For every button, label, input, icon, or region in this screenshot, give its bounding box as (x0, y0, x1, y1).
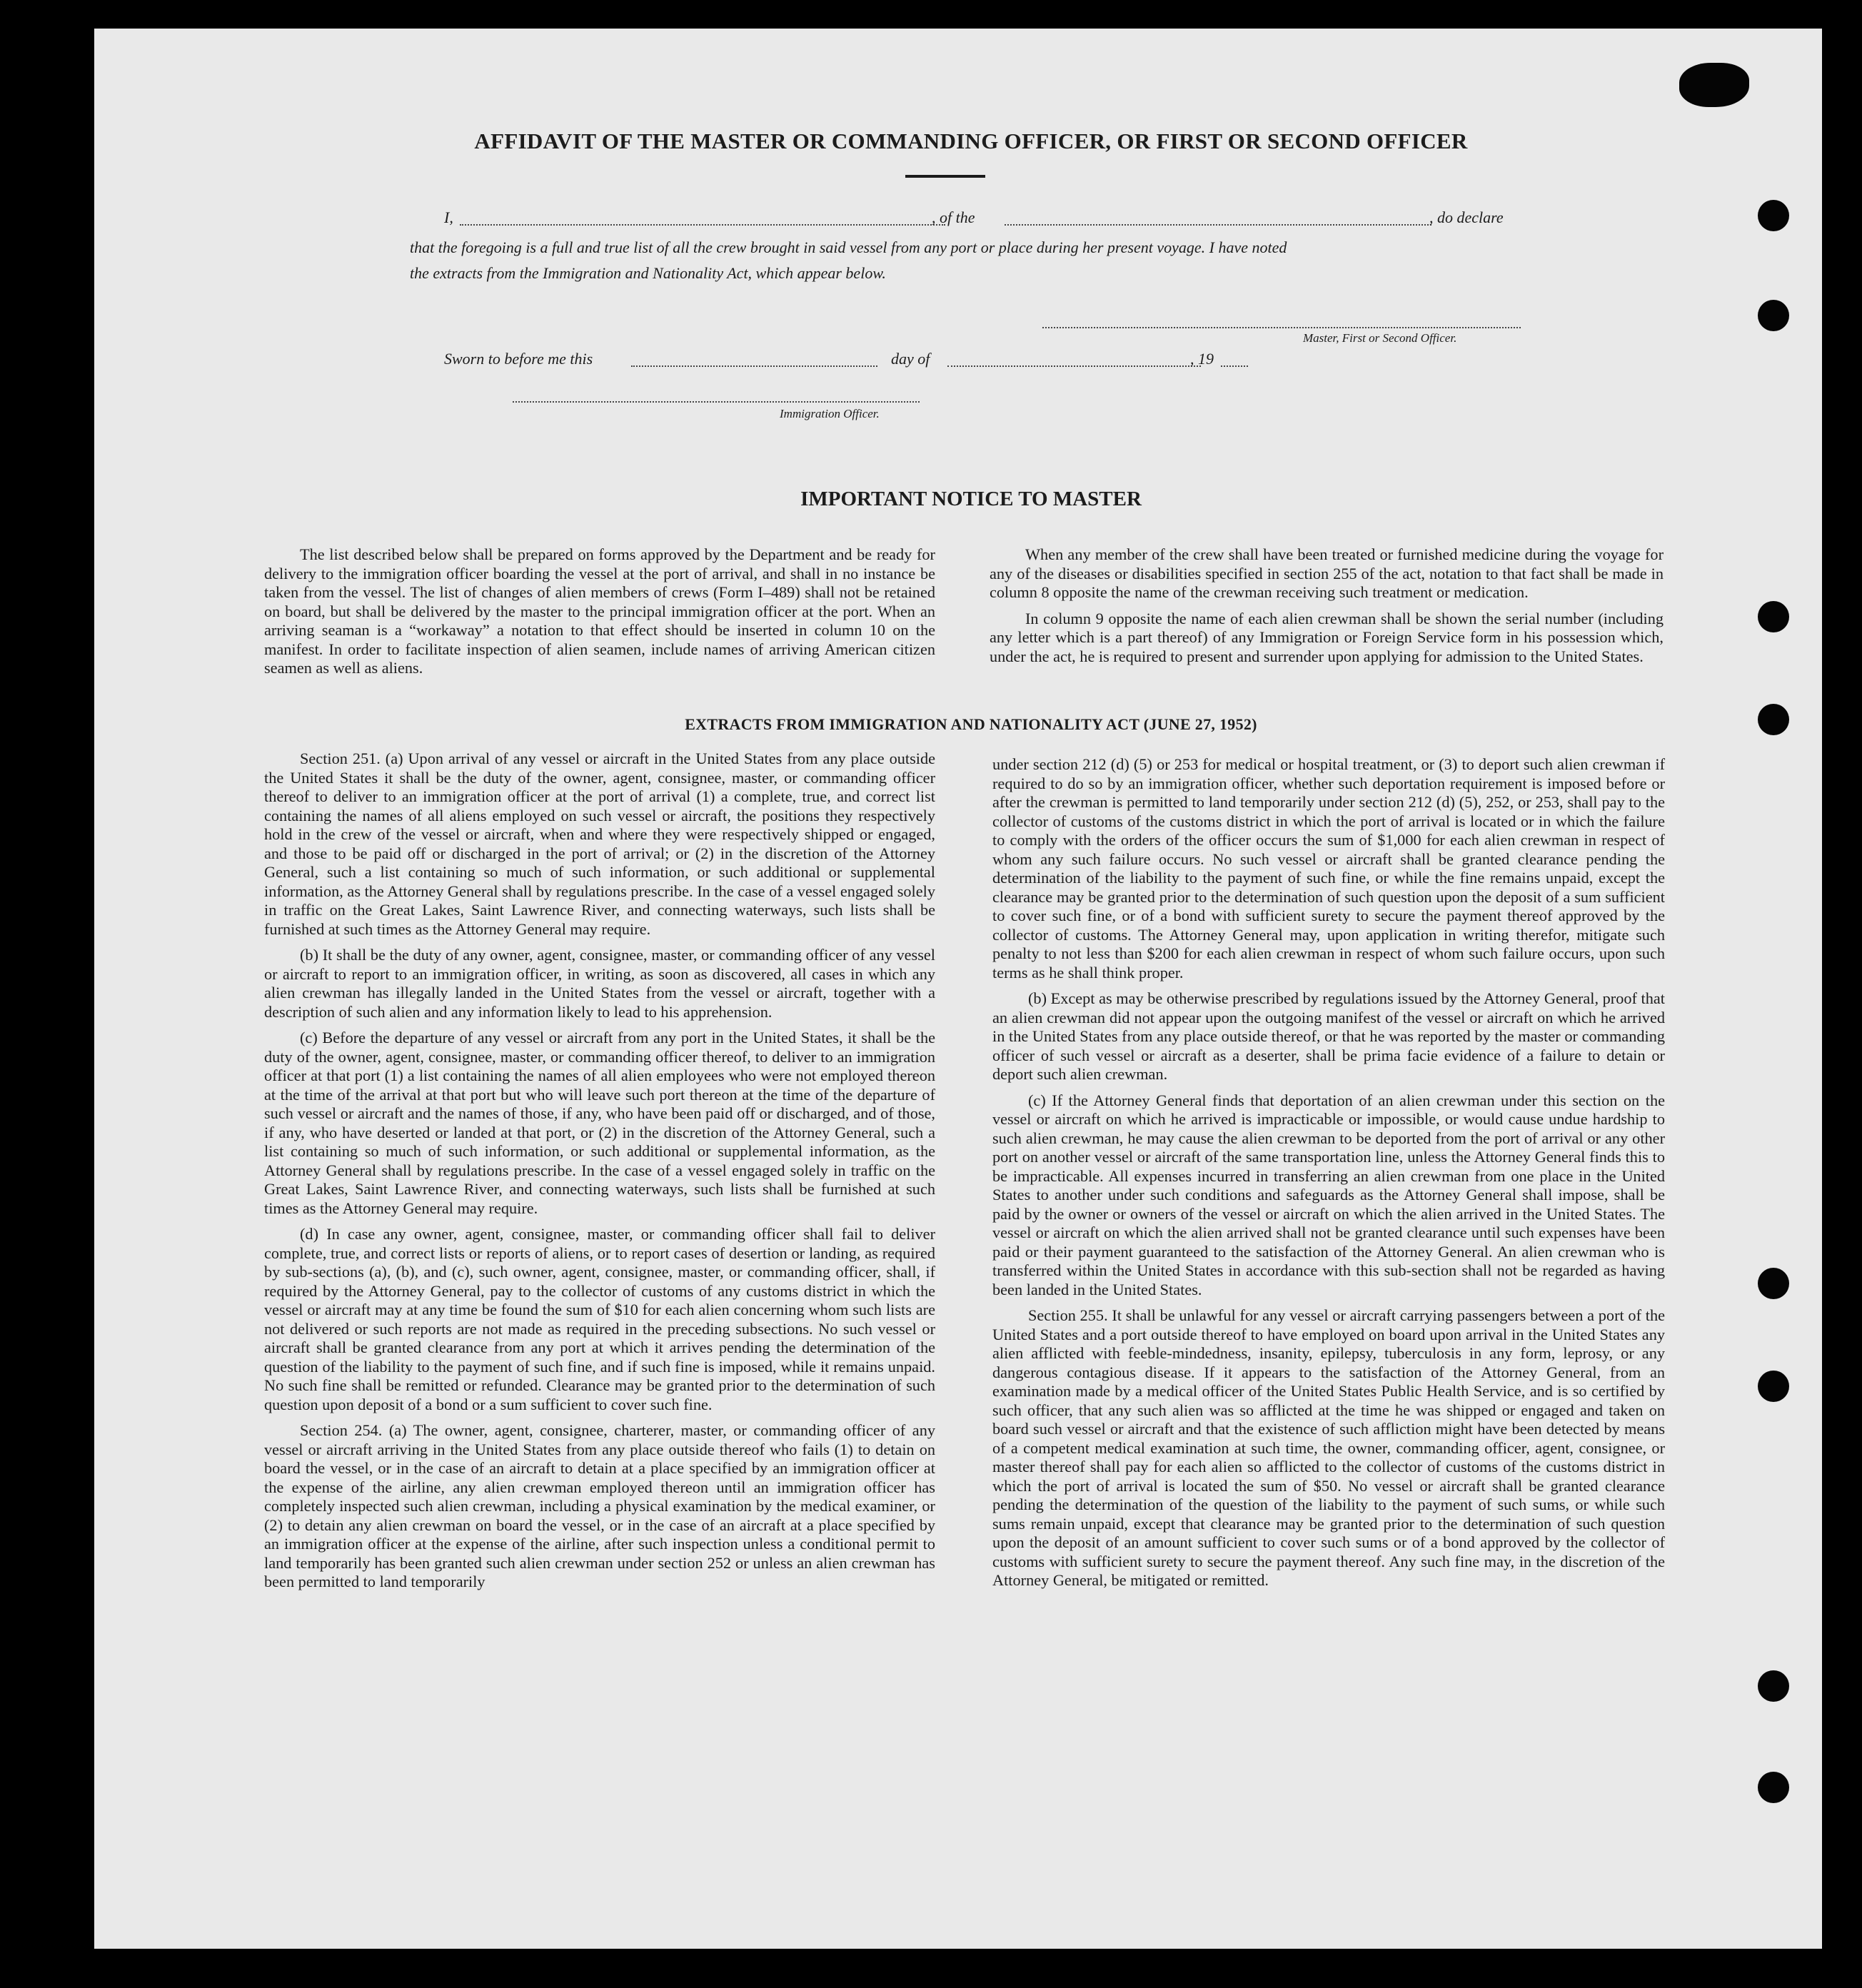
sworn-year: , 19 (1190, 350, 1214, 368)
section-251-b: (b) It shall be the duty of any owner, agent, consignee, master, or commanding officer of any vessel or aircraft to report to an immigration officer, in writing, as soon as discovered, all cases in which any alien crewman has illegally landed in the United States from the vessel or aircraft, together with a description of such alien and any information likely to lead to his apprehension. (264, 946, 935, 1021)
section-251-c: (c) Before the departure of any vessel or aircraft from any port in the United States, it shall be the duty of the owner, agent, consignee, master, or commanding officer thereof, to deliver to an immigration officer at that port (1) a list containing the names of all alien employees who were not employed thereon at the time of the arrival at that port but who will leave such port thereon at the time of the departure of such vessel or aircraft and the names of those, if any, who have been paid off or discharged, and of those, if any, who have deserted or landed at that port, or (2) in the discretion of the Attorney General, such a list containing so much of such information, or such additional or supplemental information, as the Attorney General shall by regulations prescribe. In the case of a vessel engaged solely in traffic on the Great Lakes, Saint Lawrence River, and connecting waterways, such lists shall be furnished at such times as the Attorney General may require. (264, 1029, 935, 1217)
section-254-a: Section 254. (a) The owner, agent, consignee, charterer, master, or commanding officer of any vessel or aircraft arriving in the United States from any place outside thereof who fails (1) to detain on board the vessel, or in the case of an aircraft to detain at a place specified by an immigration officer at the expense of the airline, any alien crewman employed thereon until an immigration officer has completely inspected such alien crewman, including a physical examination by the medical examiner, or (2) to detain any alien crewman on board the vessel, or in the case of an aircraft at a place specified by an immigration officer at the expense of the airline, after such inspection unless a conditional permit to land temporarily has been granted such alien crewman under section 252 or unless an alien crewman has been permitted to land temporarily (264, 1421, 935, 1590)
section-251-a: Section 251. (a) Upon arrival of any vessel or aircraft in the United States from any place outside the United States it shall be the duty of the owner, agent, consignee, master, or commanding officer thereof to deliver to an immigration officer at the port of arrival (1) a complete, true, and correct list containing the names of all aliens employed on such vessel or aircraft, the positions they respectively hold in the crew of the vessel or aircraft, when and where they were respectively shipped or engaged, and those to be paid off or discharged in the port of arrival; or (2) in the discretion of the Attorney General, such a list containing so much of such information, or such additional or supplemental information, as the Attorney General shall by regulations prescribe. In the case of a vessel engaged solely in traffic on the Great Lakes, Saint Lawrence River, and connecting waterways, such lists shall be furnished at such times as the Attorney General may require. (264, 750, 935, 938)
punch-hole (1758, 704, 1789, 735)
sworn-month-field[interactable] (947, 350, 1201, 367)
punch-hole (1758, 200, 1789, 231)
punch-hole (1758, 300, 1789, 331)
vessel-field[interactable] (1005, 208, 1431, 226)
sworn-prefix: Sworn to before me this (444, 350, 593, 368)
affidavit-title: AFFIDAVIT OF THE MASTER OR COMMANDING OFFICER, OR FIRST OR SECOND OFFICER (474, 128, 1468, 153)
sworn-day-of: day of (891, 350, 930, 368)
declaration-line (444, 208, 1519, 230)
section-254-c: (c) If the Attorney General finds that deportation of an alien crewman under this section on the vessel or aircraft on which he arrived is impracticable or impossible, or would cause undue hardship to such alien crewman, he may cause the alien crewman to be deported from the port of arrival or any other port on another vessel or aircraft of the same transportation line, unless the Attorney General finds this to be impracticable. All expenses incurred in transferring an alien crewman from one place in the United States to another under such conditions and safeguards as the Attorney General shall impose, shall be paid by the owner or owners of the vessel or aircraft on which the alien arrived in the United States. The vessel or aircraft on which the alien arrived shall not be granted clearance until such expenses have been paid or their payment guaranteed to the satisfaction of the Attorney General. An alien crewman who is transferred within the United States in accordance with this sub-section shall not be regarded as having been landed in the United States. (992, 1091, 1665, 1298)
sworn-line (444, 350, 1265, 371)
notice-title: IMPORTANT NOTICE TO MASTER (800, 488, 1142, 510)
sworn-day-field[interactable] (631, 350, 877, 367)
section-254-b: (b) Except as may be otherwise prescribed by regulations issued by the Attorney General, proof that an alien crewman did not appear upon the outgoing manifest of the vessel or aircraft on which he arrived in the United States from any place outside thereof, or that he was reported by the master or commanding officer of such vessel or aircraft as a deserter, shall be prima facie evidence of a failure to detain or deport such alien crewman. (992, 989, 1665, 1083)
name-field[interactable] (460, 208, 945, 226)
extracts-title: EXTRACTS FROM IMMIGRATION AND NATIONALITY ACT (JUNE 27, 1952) (685, 715, 1257, 733)
notice-right-paragraph-2: In column 9 opposite the name of each alien crewman shall be shown the serial number (including any letter which is a part thereof) of any Immigration or Foreign Service form in his possession which, under the act, he is required to present and surrender upon applying for admission to the United States. (990, 609, 1664, 665)
punch-hole (1758, 1670, 1789, 1702)
title-rule (905, 175, 985, 178)
section-251-d: (d) In case any owner, agent, consignee, master, or commanding officer shall fail to deliver complete, true, and correct lists or reports of aliens, or to report cases of desertion or landing, as required by sub-sections (a), (b), and (c), such owner, agent, consignee, master, or commanding officer, shall, if required by the Attorney General, pay to the collector of customs of any customs district in which the vessel or aircraft may at any time be found the sum of $10 for each alien concerning whom such lists are not delivered or such reports are not made as required in the preceding subsections. No such vessel or aircraft shall be granted clearance from any port at which it arrives pending the determination of the question of the liability to the payment of such fine, and if such fine is imposed, while it remains unpaid. No such fine shall be remitted or refunded. Clearance may be granted prior to the determination of such question upon deposit of a bond or a sum sufficient to cover such fine. (264, 1225, 935, 1413)
punch-hole (1758, 601, 1789, 632)
section-255: Section 255. It shall be unlawful for any vessel or aircraft carrying passengers between a port of the United States and a port outside thereof to have employed on board upon arrival in the United States any alien afflicted with feeble-mindedness, insanity, epilepsy, tuberculosis in any form, leprosy, or any dangerous contagious disease. If it appears to the satisfaction of the Attorney General, from an examination made by a medical officer of the United States Public Health Service, and is so certified by such officer, that any such alien was so afflicted at the time he was shipped or engaged and taken on board such vessel or aircraft and that the existence of such affliction might have been detected by means of a competent medical examination at such time, the owner, commanding officer, agent, consignee, or master thereof shall pay for each alien so afflicted to the collector of customs of the customs district in which the port of arrival is located the sum of $50. No vessel or aircraft shall be granted clearance pending the determination of the question of the liability to the payment of such sums, or while such sums remain unpaid, except that clearance may be granted prior to the determination of such question upon the deposit of an amount sufficient to cover such sums or of a bond approved by the collector of customs with sufficient surety to secure the payment thereof. Any such fine may, in the discretion of the Attorney General, be mitigated or remitted. (992, 1306, 1665, 1589)
notice-left-paragraph: The list described below shall be prepared on forms approved by the Department and be ready for delivery to the immigration officer boarding the vessel at the port of arrival, and shall in no instance be taken from the vessel. The list of changes of alien members of crews (Form I–489) shall not be retained on board, but shall be delivered by the master to the principal immigration officer at the port. When an arriving seaman is a “workaway” a notation to that effect should be inserted in column 10 on the manifest. In order to facilitate inspection of alien seamen, include names of arriving American citizen seamen as well as aliens. (264, 545, 935, 677)
punch-hole (1758, 1772, 1789, 1803)
officer-signature-label: Immigration Officer. (780, 407, 880, 420)
officer-signature-line[interactable] (513, 401, 920, 403)
sworn-year-field[interactable] (1221, 350, 1248, 367)
notice-right-column (990, 545, 1664, 666)
declaration-line-2: that the foregoing is a full and true list of all the crew brought in said vessel from any port or place during her present voyage. I have noted (410, 238, 1287, 256)
punch-hole (1758, 1371, 1789, 1402)
extracts-right-column (992, 755, 1665, 1590)
declaration-of-the: , of the (932, 208, 975, 226)
page-number-marking (1679, 63, 1749, 107)
notice-right-paragraph-1: When any member of the crew shall have been treated or furnished medicine during the voyage for any of the diseases or disabilities specified in section 255 of the act, notation to that fact shall be made in column 8 opposite the name of the crewman receiving such treatment or medication. (990, 545, 1664, 601)
section-254-a-continued: under section 212 (d) (5) or 253 for medical or hospital treatment, or (3) to deport such alien crewman if required to do so by an immigration officer, whether such deportation requirement is imposed before or after the crewman is permitted to land temporarily under section 212 (d) (5), 252, or 253, shall pay to the collector of customs of the customs district in which the port of arrival is located or in which the failure to comply with the orders of the officer occurs the sum of $1,000 for each alien crewman in respect of whom any such failure occurs. No such vessel or aircraft shall be granted clearance pending the determination of the liability to the payment of such fine, or while the fine remains unpaid, except the clearance may be granted prior to the determination of such question upon the deposit of a sum sufficient to cover such fine, or of a bond with sufficient surety to secure the payment thereof approved by the collector of customs. The Attorney General may, upon application in writing therefor, mitigate such penalty to not less than $200 for each alien crewman in respect of whom such failure occurs, upon such terms as he shall think proper. (992, 755, 1665, 982)
declaration-i: I, (444, 208, 453, 226)
declaration-line-3: the extracts from the Immigration and Nationality Act, which appear below. (410, 264, 886, 282)
master-signature-line[interactable] (1042, 327, 1521, 328)
extracts-left-column (264, 750, 935, 1592)
notice-left-column (264, 545, 935, 678)
master-signature-label: Master, First or Second Officer. (1303, 331, 1457, 345)
declaration-declare: , do declare (1429, 208, 1504, 226)
punch-hole (1758, 1268, 1789, 1299)
